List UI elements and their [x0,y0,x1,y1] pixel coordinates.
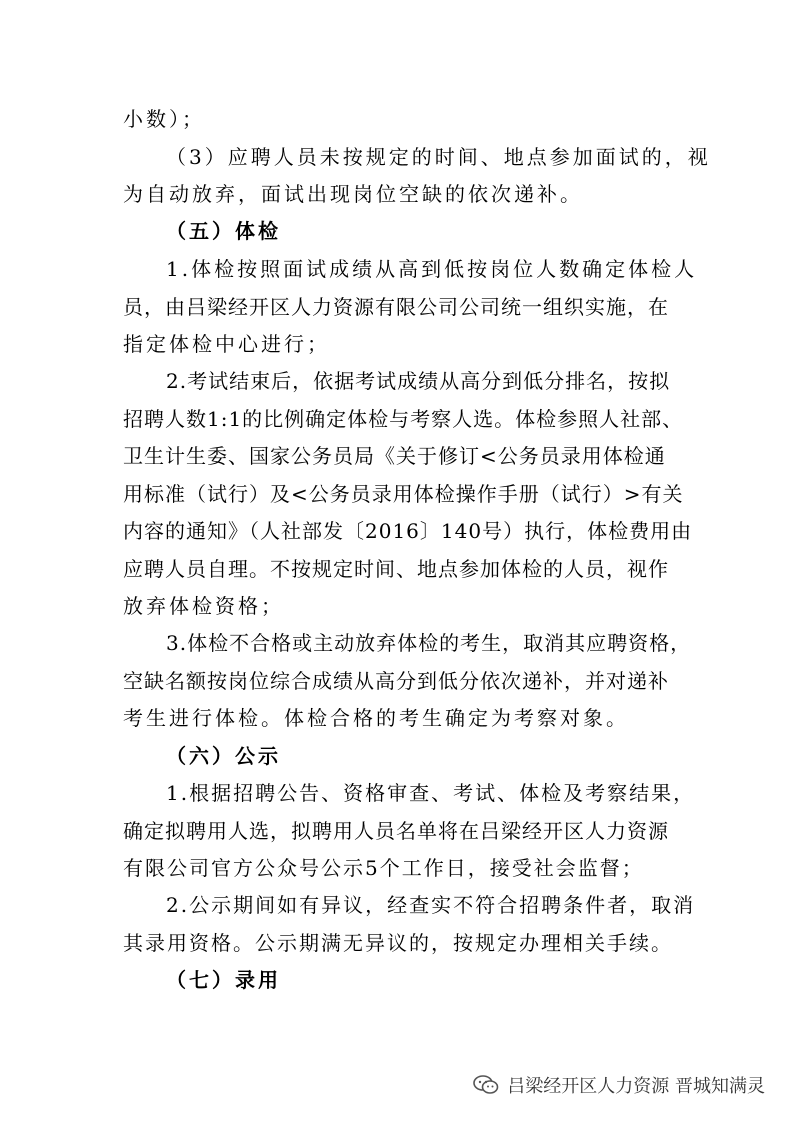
text-line: 1.根据招聘公告、资格审查、考试、体检及考察结果， [166,781,696,805]
text-line: 招聘人数1:1的比例确定体检与考察人选。体检参照人社部、 [123,407,684,431]
text-line: 考生进行体检。体检合格的考生确定为考察对象。 [123,706,629,730]
section-heading: （五）体检 [166,219,281,243]
text-line: 确定拟聘用人选，拟聘用人员名单将在吕梁经开区人力资源 [123,819,669,843]
section-heading: （七）录用 [166,968,281,992]
section-heading: （六）公示 [166,744,281,768]
text-line: 指定体检中心进行； [123,332,330,356]
text-line: 员，由吕梁经开区人力资源有限公司公司统一组织实施，在 [123,295,669,319]
text-line: 应聘人员自理。不按规定时间、地点参加体检的人员，视作 [123,557,669,581]
watermark [473,1072,765,1098]
text-line: 为自动放弃，面试出现岗位空缺的依次递补。 [123,182,583,206]
watermark-text: 吕梁经开区人力资源 晋城知满灵 [507,1076,765,1097]
text-line: 其录用资格。公示期满无异议的，按规定办理相关手续。 [123,931,673,955]
text-line: 有限公司官方公众号公示5个工作日，接受社会监督； [123,856,644,880]
text-line: 用标准（试行）及<公务员录用体检操作手册（试行）>有关 [123,482,684,506]
text-line: 卫生计生委、国家公务员局《关于修订<公务员录用体检通 [123,444,666,468]
text-line: 2.考试结束后，依据考试成绩从高分到低分排名，按拟 [166,369,671,393]
text-line: 3.体检不合格或主动放弃体检的考生，取消其应聘资格， [166,631,692,655]
text-line: 放弃体检资格； [123,594,284,618]
text-line: 小数）； [123,107,205,131]
text-line: 1.体检按照面试成绩从高到低按岗位人数确定体检人 [166,257,698,281]
text-line: 2.公示期间如有异议，经查实不符合招聘条件者，取消 [166,893,696,917]
wechat-icon [473,1074,499,1096]
text-line: 内容的通知》（人社部发〔2016〕140号）执行，体检费用由 [123,519,693,543]
text-line: 空缺名额按岗位综合成绩从高分到低分依次递补，并对递补 [123,669,669,693]
text-line: （3）应聘人员未按规定的时间、地点参加面试的，视 [166,145,711,169]
